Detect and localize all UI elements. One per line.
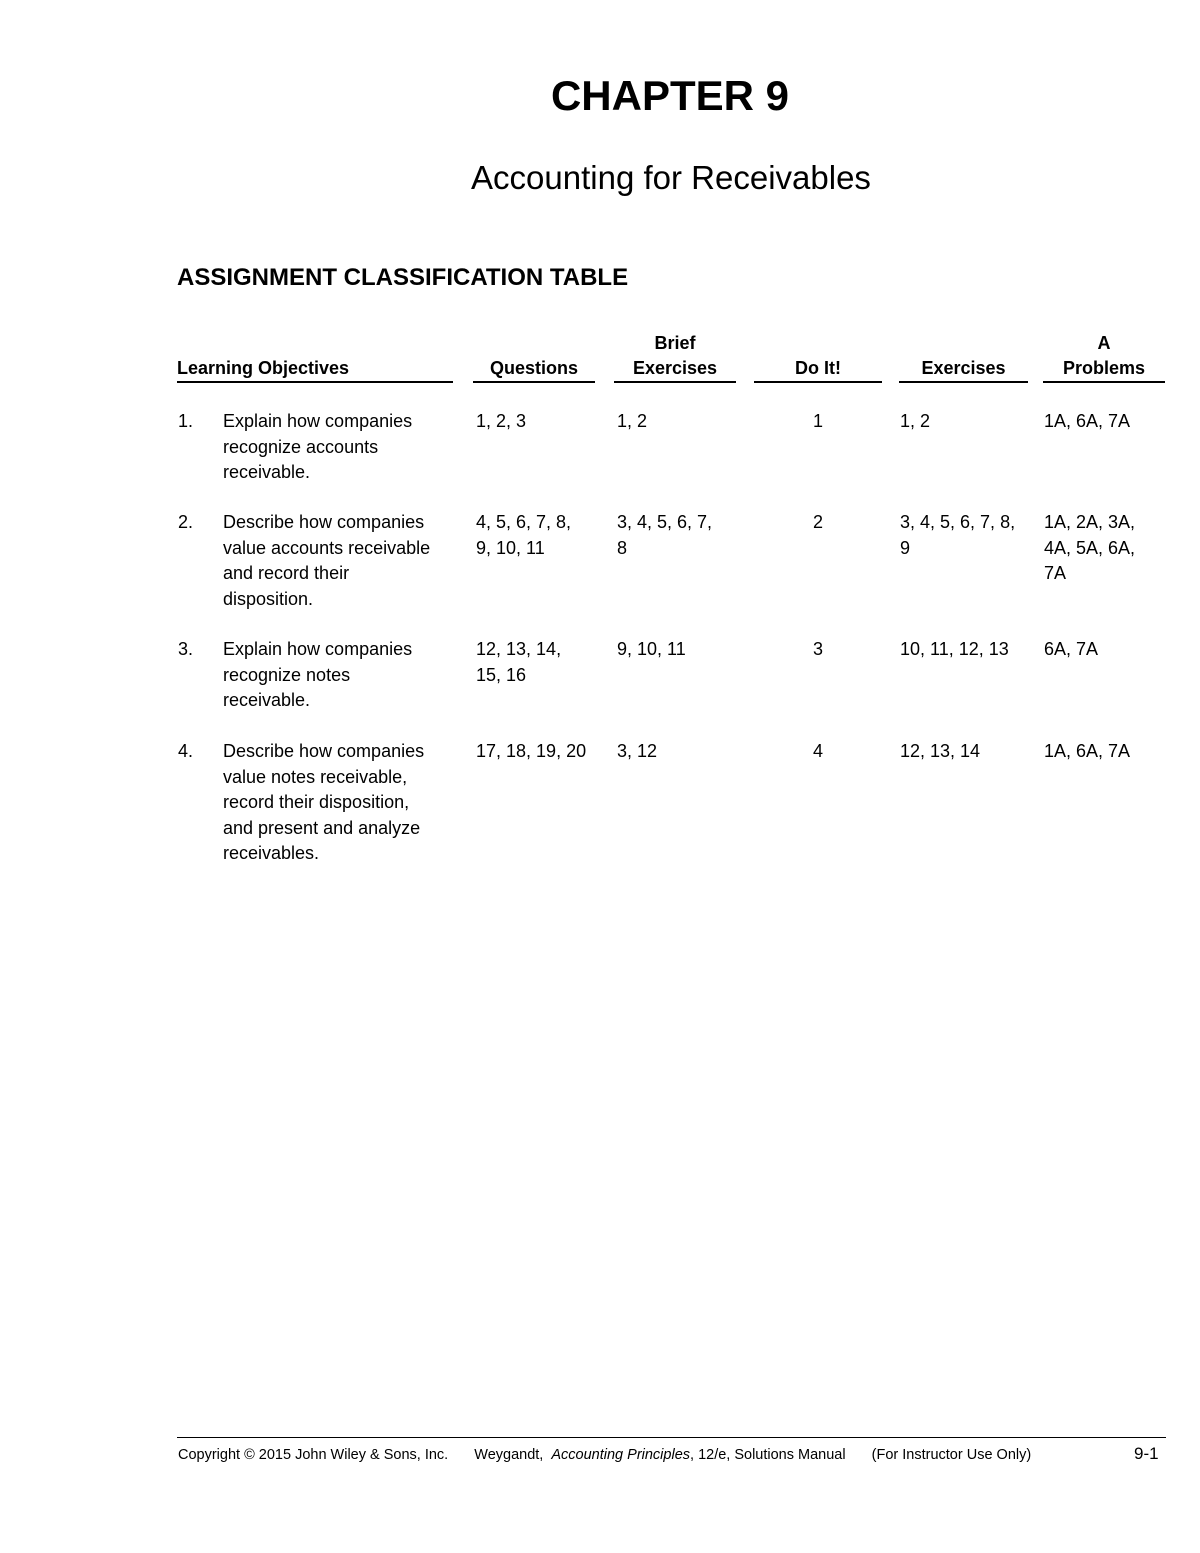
column-header-exercises: Exercises	[899, 331, 1028, 383]
row-2-number: 2.	[178, 512, 194, 532]
footer-edition: , 12/e, Solutions Manual	[690, 1447, 846, 1463]
row-3-objective: Explain how companies recognize notes receivable.	[223, 639, 413, 710]
column-header-learning-objectives: Learning Objectives	[177, 331, 453, 383]
footer-divider	[177, 1437, 1166, 1438]
row-3-problems: 6A, 7A	[1044, 639, 1099, 659]
chapter-title: Accounting for Receivables	[471, 159, 871, 196]
row-4-questions: 17, 18, 19, 20	[476, 741, 587, 761]
row-4-problems: 1A, 6A, 7A	[1044, 741, 1131, 761]
row-3-do-it: 3	[812, 639, 823, 659]
row-4-do-it: 4	[812, 741, 823, 761]
section-title: ASSIGNMENT CLASSIFICATION TABLE	[177, 264, 629, 291]
row-4-brief-exercises: 3, 12	[617, 741, 658, 761]
row-1-number: 1.	[178, 411, 194, 431]
row-3-questions: 12, 13, 14, 15, 16	[476, 639, 562, 685]
row-2-exercises: 3, 4, 5, 6, 7, 8, 9	[900, 512, 1016, 558]
footer-book-title: Accounting Principles	[551, 1447, 691, 1463]
row-1-brief-exercises: 1, 2	[617, 411, 648, 431]
column-header-brief-exercises: Brief Exercises	[614, 331, 736, 383]
row-2-questions: 4, 5, 6, 7, 8, 9, 10, 11	[476, 512, 572, 558]
row-2-problems: 1A, 2A, 3A, 4A, 5A, 6A, 7A	[1044, 512, 1136, 583]
row-2-brief-exercises: 3, 4, 5, 6, 7, 8	[617, 512, 713, 558]
footer-note: (For Instructor Use Only)	[871, 1447, 1032, 1463]
column-header-do-it: Do It!	[754, 331, 882, 383]
row-1-problems: 1A, 6A, 7A	[1044, 411, 1131, 431]
row-2-do-it: 2	[812, 512, 823, 532]
footer-copyright: Copyright © 2015 John Wiley & Sons, Inc.	[178, 1447, 449, 1463]
row-4-objective: Describe how companies value notes receivable, record their disposition, and present and analyze receivables.	[223, 741, 425, 863]
row-1-do-it: 1	[812, 411, 823, 431]
column-header-problems: A Problems	[1043, 331, 1165, 383]
row-1-objective: Explain how companies recognize accounts receivable.	[223, 411, 413, 482]
footer-author: Weygandt,	[474, 1447, 544, 1463]
row-2-objective: Describe how companies value accounts receivable and record their disposition.	[223, 512, 431, 609]
page-number: 9-1	[1134, 1444, 1159, 1463]
row-3-brief-exercises: 9, 10, 11	[617, 639, 686, 659]
row-4-exercises: 12, 13, 14	[900, 741, 981, 761]
footer	[178, 1445, 1031, 1465]
row-4-number: 4.	[178, 741, 194, 761]
row-1-exercises: 1, 2	[900, 411, 931, 431]
chapter-heading: CHAPTER 9	[550, 72, 790, 119]
row-3-exercises: 10, 11, 12, 13	[900, 639, 1009, 659]
row-1-questions: 1, 2, 3	[476, 411, 527, 431]
column-header-questions: Questions	[473, 331, 595, 383]
row-3-number: 3.	[178, 639, 194, 659]
